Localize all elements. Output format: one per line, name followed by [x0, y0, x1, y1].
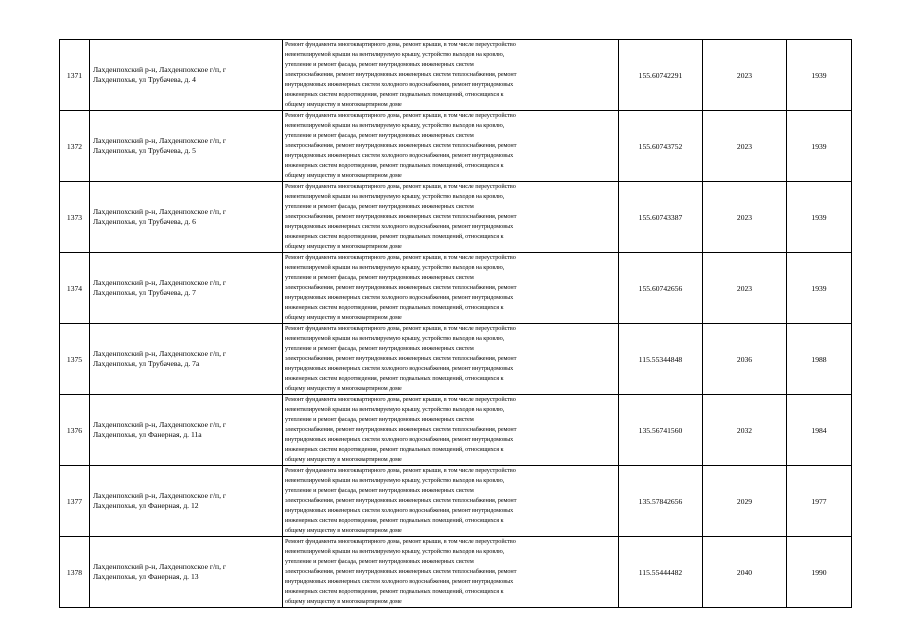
cost-cell: [619, 324, 703, 395]
table-row: [60, 537, 852, 608]
works-line: внутридомовых инженерных систем холодного водоснабжения, ремонт внутридомовых: [285, 152, 514, 159]
works-line: внутридомовых инженерных систем холодного водоснабжения, ремонт внутридомовых: [285, 436, 514, 443]
works-line: электроснабжения, ремонт внутридомовых инженерных систем теплоснабжения, ремонт: [285, 71, 517, 78]
works-line: невентилируемой крыши на вентилируемую крышу, устройство выходов на кровлю,: [285, 335, 505, 342]
built-year-cell: [787, 466, 852, 537]
works-line: невентилируемой крыши на вентилируемую крышу, устройство выходов на кровлю,: [285, 477, 505, 484]
cost-cell: [619, 111, 703, 182]
works-line: общему имуществу в многоквартирном доме: [285, 101, 402, 108]
address-line: Лахденпохья, ул Фанерная, д. 13: [93, 572, 199, 581]
works-line: общему имуществу в многоквартирном доме: [285, 598, 402, 605]
planned-year-value: 2040: [736, 567, 753, 577]
cost-cell: [619, 40, 703, 111]
works-line: утепление и ремонт фасада, ремонт внутридомовых инженерных систем: [285, 487, 474, 494]
cost-value: 135.56741560: [638, 425, 683, 435]
works-line: утепление и ремонт фасада, ремонт внутридомовых инженерных систем: [285, 61, 474, 68]
table-body: [60, 40, 852, 608]
planned-year-value: 2029: [736, 496, 753, 506]
address-line: Лахденпохский р-н, Лахденпохское г/п, г: [93, 420, 227, 429]
built-year-cell: [787, 182, 852, 253]
works-line: электроснабжения, ремонт внутридомовых инженерных систем теплоснабжения, ремонт: [285, 426, 517, 433]
built-year-value: 1977: [811, 496, 827, 506]
works-line: Ремонт фундамента многоквартирного дома, ремонт крыши, в том числе переустройство: [285, 183, 516, 190]
cost-cell: [619, 537, 703, 608]
works-line: невентилируемой крыши на вентилируемую крышу, устройство выходов на кровлю,: [285, 122, 505, 129]
built-year-cell: [787, 324, 852, 395]
works-cell: [283, 537, 619, 608]
works-line: электроснабжения, ремонт внутридомовых инженерных систем теплоснабжения, ремонт: [285, 213, 517, 220]
works-line: инженерных систем водоотведения, ремонт подвальных помещений, относящихся к: [285, 517, 504, 524]
row-number: 1376: [66, 425, 83, 435]
works-line: внутридомовых инженерных систем холодного водоснабжения, ремонт внутридомовых: [285, 294, 514, 301]
built-year-value: 1988: [811, 354, 827, 364]
works-line: электроснабжения, ремонт внутридомовых инженерных систем теплоснабжения, ремонт: [285, 284, 517, 291]
works-line: общему имуществу в многоквартирном доме: [285, 527, 402, 534]
works-cell: [283, 466, 619, 537]
address-line: Лахденпохский р-н, Лахденпохское г/п, г: [93, 349, 227, 358]
table-row: [60, 466, 852, 537]
works-line: невентилируемой крыши на вентилируемую крышу, устройство выходов на кровлю,: [285, 51, 505, 58]
works-line: инженерных систем водоотведения, ремонт подвальных помещений, относящихся к: [285, 446, 504, 453]
address-line: Лахденпохский р-н, Лахденпохское г/п, г: [93, 65, 227, 74]
works-line: утепление и ремонт фасада, ремонт внутридомовых инженерных систем: [285, 416, 474, 423]
table-row: [60, 324, 852, 395]
works-cell: [283, 182, 619, 253]
planned-year-cell: [703, 253, 787, 324]
planned-year-cell: [703, 182, 787, 253]
works-line: невентилируемой крыши на вентилируемую крышу, устройство выходов на кровлю,: [285, 406, 505, 413]
address-line: Лахденпохский р-н, Лахденпохское г/п, г: [93, 562, 227, 571]
address-line: Лахденпохья, ул Трубачева, д. 4: [93, 75, 196, 84]
works-cell: [283, 253, 619, 324]
works-line: Ремонт фундамента многоквартирного дома, ремонт крыши, в том числе переустройство: [285, 41, 516, 48]
works-line: электроснабжения, ремонт внутридомовых инженерных систем теплоснабжения, ремонт: [285, 142, 517, 149]
planned-year-cell: [703, 324, 787, 395]
row-number-cell: [60, 324, 90, 395]
works-line: инженерных систем водоотведения, ремонт подвальных помещений, относящихся к: [285, 233, 504, 240]
planned-year-cell: [703, 466, 787, 537]
address-line: Лахденпохья, ул Фанерная, д. 11а: [93, 430, 202, 439]
cost-cell: [619, 182, 703, 253]
row-number-cell: [60, 182, 90, 253]
planned-year-value: 2023: [736, 283, 753, 293]
row-number-cell: [60, 40, 90, 111]
cost-cell: [619, 466, 703, 537]
address-cell: [90, 537, 283, 608]
works-line: Ремонт фундамента многоквартирного дома, ремонт крыши, в том числе переустройство: [285, 396, 516, 403]
built-year-cell: [787, 253, 852, 324]
cost-value: 155.60743752: [638, 141, 683, 151]
cost-value: 115.55344848: [638, 354, 683, 364]
table-row: [60, 40, 852, 111]
works-line: невентилируемой крыши на вентилируемую крышу, устройство выходов на кровлю,: [285, 548, 505, 555]
row-number-cell: [60, 395, 90, 466]
built-year-value: 1939: [811, 141, 827, 151]
works-line: общему имуществу в многоквартирном доме: [285, 243, 402, 250]
works-line: Ремонт фундамента многоквартирного дома, ремонт крыши, в том числе переустройство: [285, 538, 516, 545]
works-line: утепление и ремонт фасада, ремонт внутридомовых инженерных систем: [285, 132, 474, 139]
built-year-value: 1939: [811, 212, 827, 222]
address-line: Лахденпохский р-н, Лахденпохское г/п, г: [93, 207, 227, 216]
works-line: Ремонт фундамента многоквартирного дома, ремонт крыши, в том числе переустройство: [285, 254, 516, 261]
address-cell: [90, 111, 283, 182]
built-year-value: 1990: [811, 567, 827, 577]
cost-cell: [619, 253, 703, 324]
works-cell: [283, 395, 619, 466]
address-line: Лахденпохья, ул Трубачева, д. 5: [93, 146, 196, 155]
address-line: Лахденпохский р-н, Лахденпохское г/п, г: [93, 136, 227, 145]
row-number-cell: [60, 537, 90, 608]
works-line: утепление и ремонт фасада, ремонт внутридомовых инженерных систем: [285, 203, 474, 210]
works-line: внутридомовых инженерных систем холодного водоснабжения, ремонт внутридомовых: [285, 578, 514, 585]
works-line: Ремонт фундамента многоквартирного дома, ремонт крыши, в том числе переустройство: [285, 325, 516, 332]
works-line: невентилируемой крыши на вентилируемую крышу, устройство выходов на кровлю,: [285, 264, 505, 271]
works-line: электроснабжения, ремонт внутридомовых инженерных систем теплоснабжения, ремонт: [285, 497, 517, 504]
address-line: Лахденпохья, ул Фанерная, д. 12: [93, 501, 199, 510]
works-line: электроснабжения, ремонт внутридомовых инженерных систем теплоснабжения, ремонт: [285, 355, 517, 362]
planned-year-value: 2036: [736, 354, 753, 364]
capital-repair-table: [59, 39, 852, 608]
row-number: 1373: [66, 212, 83, 222]
works-line: инженерных систем водоотведения, ремонт подвальных помещений, относящихся к: [285, 304, 504, 311]
works-line: Ремонт фундамента многоквартирного дома, ремонт крыши, в том числе переустройство: [285, 467, 516, 474]
address-line: Лахденпохья, ул Трубачева, д. 7: [93, 288, 196, 297]
works-line: общему имуществу в многоквартирном доме: [285, 385, 402, 392]
built-year-value: 1939: [811, 283, 827, 293]
cost-value: 115.55444482: [638, 567, 683, 577]
cost-value: 155.60742291: [638, 70, 683, 80]
table-row: [60, 111, 852, 182]
works-cell: [283, 111, 619, 182]
planned-year-cell: [703, 537, 787, 608]
works-line: электроснабжения, ремонт внутридомовых инженерных систем теплоснабжения, ремонт: [285, 568, 517, 575]
row-number: 1372: [66, 141, 83, 151]
built-year-value: 1939: [811, 70, 827, 80]
works-line: инженерных систем водоотведения, ремонт подвальных помещений, относящихся к: [285, 162, 504, 169]
works-line: Ремонт фундамента многоквартирного дома, ремонт крыши, в том числе переустройство: [285, 112, 516, 119]
built-year-value: 1984: [811, 425, 827, 435]
row-number: 1374: [66, 283, 83, 293]
works-cell: [283, 40, 619, 111]
address-line: Лахденпохья, ул Трубачева, д. 6: [93, 217, 196, 226]
address-cell: [90, 466, 283, 537]
works-line: общему имуществу в многоквартирном доме: [285, 456, 402, 463]
cost-value: 135.57842656: [638, 496, 683, 506]
address-line: Лахденпохья, ул Трубачева, д. 7а: [93, 359, 200, 368]
planned-year-cell: [703, 395, 787, 466]
planned-year-value: 2023: [736, 212, 753, 222]
works-line: внутридомовых инженерных систем холодного водоснабжения, ремонт внутридомовых: [285, 507, 514, 514]
works-line: инженерных систем водоотведения, ремонт подвальных помещений, относящихся к: [285, 91, 504, 98]
works-line: утепление и ремонт фасада, ремонт внутридомовых инженерных систем: [285, 274, 474, 281]
works-line: общему имуществу в многоквартирном доме: [285, 172, 402, 179]
row-number-cell: [60, 253, 90, 324]
works-line: инженерных систем водоотведения, ремонт подвальных помещений, относящихся к: [285, 588, 504, 595]
planned-year-cell: [703, 111, 787, 182]
works-cell: [283, 324, 619, 395]
address-cell: [90, 182, 283, 253]
cost-value: 155.60743387: [638, 212, 683, 222]
address-line: Лахденпохский р-н, Лахденпохское г/п, г: [93, 491, 227, 500]
row-number: 1375: [66, 354, 83, 364]
row-number: 1377: [66, 496, 83, 506]
works-line: инженерных систем водоотведения, ремонт подвальных помещений, относящихся к: [285, 375, 504, 382]
works-line: невентилируемой крыши на вентилируемую крышу, устройство выходов на кровлю,: [285, 193, 505, 200]
works-line: общему имуществу в многоквартирном доме: [285, 314, 402, 321]
planned-year-cell: [703, 40, 787, 111]
table-row: [60, 395, 852, 466]
table-row: [60, 182, 852, 253]
built-year-cell: [787, 537, 852, 608]
address-cell: [90, 253, 283, 324]
address-cell: [90, 40, 283, 111]
cost-value: 155.60742656: [638, 283, 683, 293]
table-row: [60, 253, 852, 324]
works-line: утепление и ремонт фасада, ремонт внутридомовых инженерных систем: [285, 558, 474, 565]
address-line: Лахденпохский р-н, Лахденпохское г/п, г: [93, 278, 227, 287]
cost-cell: [619, 395, 703, 466]
planned-year-value: 2023: [736, 70, 753, 80]
planned-year-value: 2023: [736, 141, 753, 151]
built-year-cell: [787, 395, 852, 466]
address-cell: [90, 395, 283, 466]
row-number: 1378: [66, 567, 83, 577]
works-line: внутридомовых инженерных систем холодного водоснабжения, ремонт внутридомовых: [285, 223, 514, 230]
works-line: внутридомовых инженерных систем холодного водоснабжения, ремонт внутридомовых: [285, 81, 514, 88]
works-line: внутридомовых инженерных систем холодного водоснабжения, ремонт внутридомовых: [285, 365, 514, 372]
address-cell: [90, 324, 283, 395]
row-number-cell: [60, 466, 90, 537]
built-year-cell: [787, 40, 852, 111]
planned-year-value: 2032: [736, 425, 753, 435]
row-number-cell: [60, 111, 90, 182]
built-year-cell: [787, 111, 852, 182]
works-line: утепление и ремонт фасада, ремонт внутридомовых инженерных систем: [285, 345, 474, 352]
row-number: 1371: [66, 70, 83, 80]
